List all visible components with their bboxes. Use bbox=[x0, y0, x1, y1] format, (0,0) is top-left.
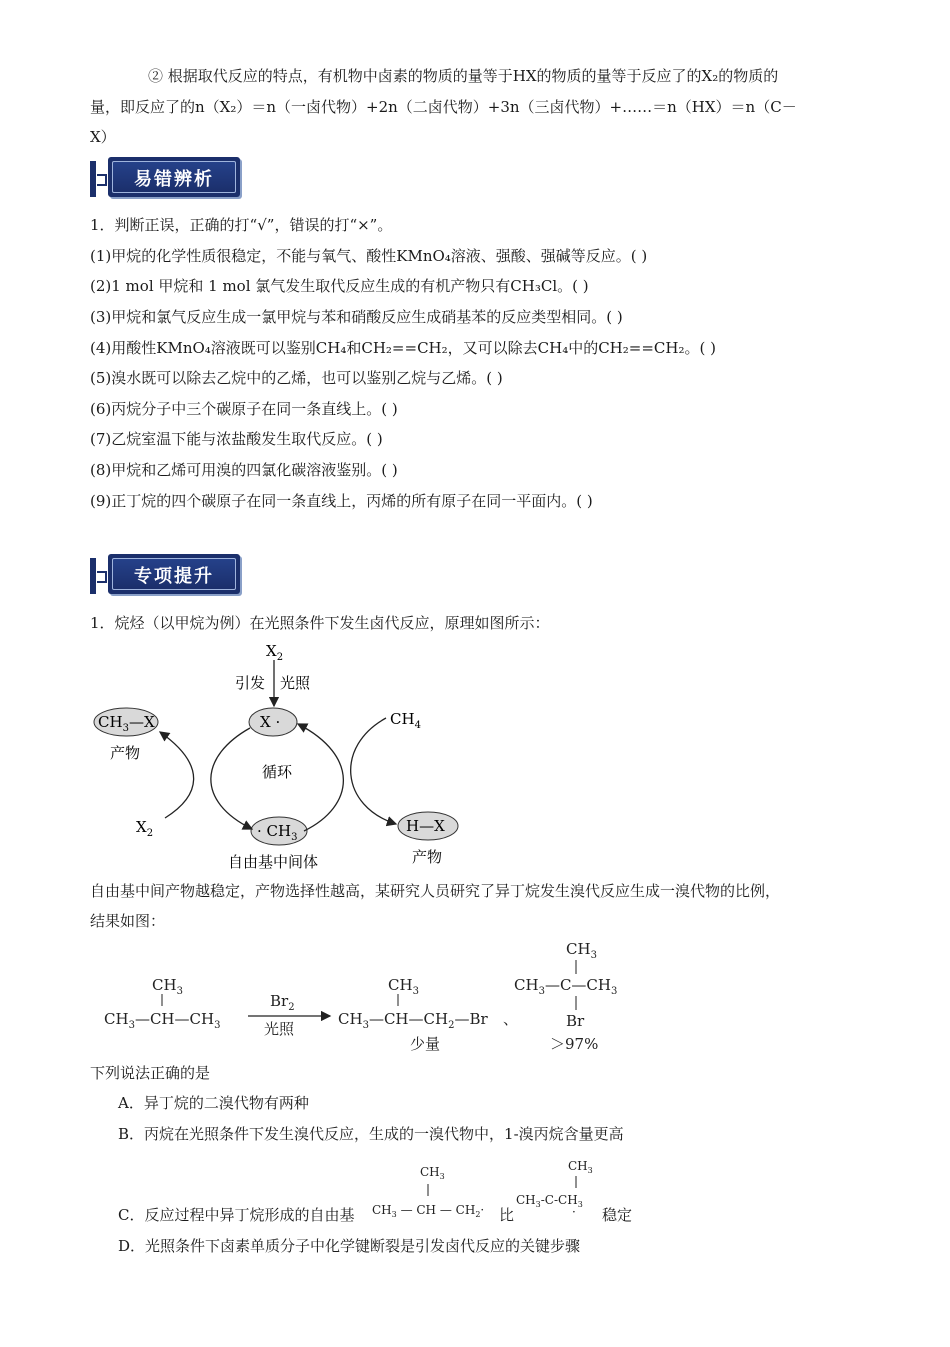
svg-text:CH3: $CH_3$ bbox=[566, 940, 597, 961]
left-cycle-arc bbox=[211, 728, 252, 829]
svg-text:CH3: $CH_3$ bbox=[388, 976, 419, 997]
halogenation-cycle-diagram bbox=[90, 636, 470, 876]
intro-line-1: ② 根据取代反应的特点，有机物中卤素的物质的量等于HX的物质的量等于反应了的X₂的物质的 bbox=[148, 67, 779, 85]
svg-text:CH3—C—CH3: $CH_3—C—CH_3$ bbox=[514, 976, 618, 997]
cycle-label: 循环 bbox=[262, 763, 293, 781]
paragraph-line-1: 自由基中间产物越稳定，产物选择性越高，某研究人员研究了异丁烷发生溴代反应生成一溴代物的比例， bbox=[90, 882, 781, 900]
condition-label: 光照 bbox=[264, 1020, 295, 1038]
section-banner-errors bbox=[90, 157, 242, 201]
isobutane-bromination-scheme bbox=[100, 936, 640, 1056]
judge-item-1: (1)甲烷的化学性质很稳定，不能与氧气、酸性KMnO₄溶液、强酸、强碱等反应。( ) bbox=[90, 247, 648, 265]
question-prompt: 下列说法正确的是 bbox=[90, 1064, 211, 1082]
option-c-middle: 比 bbox=[499, 1206, 515, 1224]
left-product-arrow bbox=[160, 732, 194, 818]
judge-item-3: (3)甲烷和氯气反应生成一氯甲烷与苯和硝酸反应生成硝基苯的反应类型相同。( ) bbox=[90, 308, 623, 326]
svg-text:CH3: $CH_3$ bbox=[152, 976, 183, 997]
section-banner-advanced bbox=[90, 554, 242, 598]
option-d[interactable]: D．光照条件下卤素单质分子中化学键断裂是引发卤代反应的关键步骤 bbox=[118, 1237, 581, 1255]
svg-text:CH3—CH—CH3: $CH_3—CH—CH_3$ bbox=[104, 1010, 221, 1031]
judge-item-6: (6)丙烷分子中三个碳原子在同一条直线上。( ) bbox=[90, 400, 398, 418]
major-label: ＞97% bbox=[550, 1035, 599, 1053]
question-stem: 1．烷烃（以甲烷为例）在光照条件下发生卤代反应，原理如图所示： bbox=[90, 614, 550, 632]
judge-item-7: (7)乙烷室温下能与浓盐酸发生取代反应。( ) bbox=[90, 430, 383, 448]
svg-text:CH3 — CH — CH2·: $CH_3$ — CH — $CH_2\cdot$ bbox=[372, 1203, 485, 1219]
banner-label: 专项提升 bbox=[134, 566, 214, 587]
ch4-label: $CH_4$ bbox=[390, 710, 421, 731]
judge-item-9: (9)正丁烷的四个碳原子在同一条直线上，丙烯的所有原子在同一平面内。( ) bbox=[90, 492, 593, 510]
banner-label: 易错辨析 bbox=[134, 169, 214, 190]
right-product-arrow bbox=[351, 718, 396, 824]
right-cycle-arc bbox=[298, 724, 343, 831]
product-left-label: 产物 bbox=[110, 744, 141, 762]
svg-text:·: · bbox=[572, 1205, 576, 1219]
option-c-prefix: C．反应过程中异丁烷形成的自由基 bbox=[118, 1206, 355, 1224]
section1-heading: 1．判断正误，正确的打“√”，错误的打“×”。 bbox=[90, 216, 393, 234]
product-right-label: 产物 bbox=[412, 848, 443, 866]
x2-top-label: $X_2$ bbox=[266, 642, 284, 663]
svg-text:CH3—CH—CH2—Br: $CH_3—CH—CH_2—Br$ bbox=[338, 1010, 488, 1031]
intro-line-2: 量，即反应了的n（X₂）＝n（一卤代物）+2n（二卤代物）+3n（三卤代物）+……＝n（HX）＝n（C－ bbox=[90, 98, 797, 116]
light-label: 光照 bbox=[280, 674, 311, 692]
separator: 、 bbox=[503, 1010, 519, 1028]
ch3-radical-label: · $CH_3$ bbox=[257, 822, 298, 843]
judge-item-8: (8)甲烷和乙烯可用溴的四氯化碳溶液鉴别。( ) bbox=[90, 461, 398, 479]
svg-text:CH3: $CH_3$ bbox=[420, 1165, 445, 1181]
svg-text:CH3: $CH_3$ bbox=[568, 1159, 593, 1175]
x2-left-label: $X_2$ bbox=[136, 818, 154, 839]
judge-item-4: (4)用酸性KMnO₄溶液既可以鉴别CH₄和CH₂==CH₂，又可以除去CH₄中的CH₂==CH₂。( ) bbox=[90, 339, 716, 357]
radical-caption: 自由基中间体 bbox=[228, 853, 319, 871]
initiate-label: 引发 bbox=[235, 674, 266, 692]
judge-item-2: (2)1 mol 甲烷和 1 mol 氯气发生取代反应生成的有机产物只有CH₃Cl。( ) bbox=[90, 277, 589, 295]
option-c[interactable] bbox=[118, 1205, 354, 1225]
minor-label: 少量 bbox=[410, 1035, 441, 1053]
reagent-label: $Br_2$ bbox=[270, 992, 295, 1013]
hx-label: H—X bbox=[406, 817, 445, 835]
svg-text:CH3-C-CH3: $CH_3-C-CH_3$ bbox=[516, 1193, 583, 1209]
judge-item-5: (5)溴水既可以除去乙烷中的乙烯，也可以鉴别乙烷与乙烯。( ) bbox=[90, 369, 503, 387]
paragraph-line-2: 结果如图： bbox=[90, 912, 166, 930]
intro-line-3: X） bbox=[90, 128, 116, 146]
option-a[interactable]: A．异丁烷的二溴代物有两种 bbox=[118, 1094, 309, 1112]
x-radical-label: X · bbox=[260, 713, 281, 731]
option-b[interactable]: B．丙烷在光照条件下发生溴代反应，生成的一溴代物中，1-溴丙烷含量更高 bbox=[118, 1125, 624, 1143]
svg-text:Br: Br bbox=[566, 1012, 585, 1030]
ch3x-label: $CH_3—X$ bbox=[98, 713, 155, 734]
option-c-suffix: 稳定 bbox=[602, 1206, 633, 1224]
